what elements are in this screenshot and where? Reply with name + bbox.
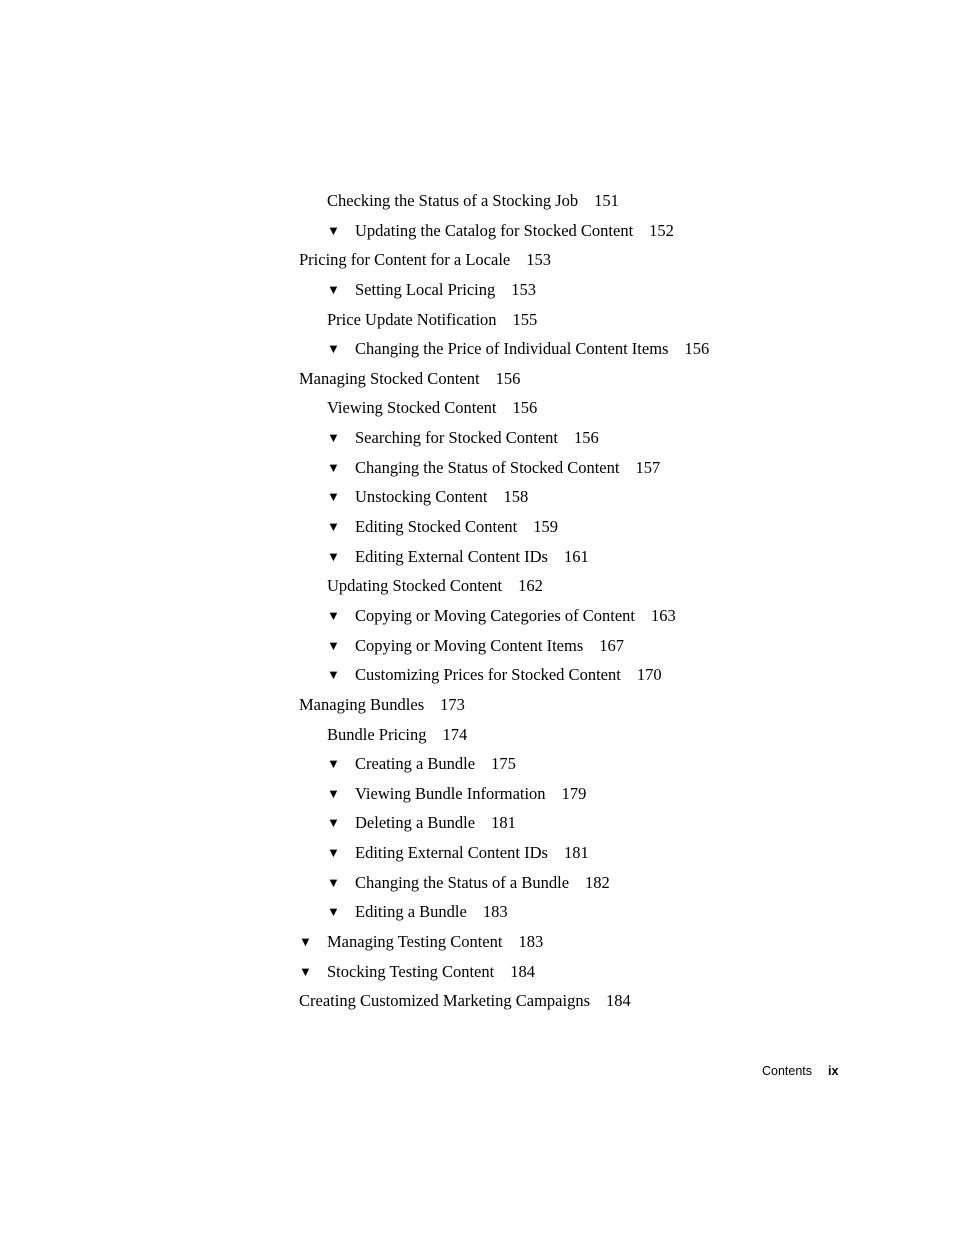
toc-entry-title: Unstocking Content — [355, 487, 488, 507]
toc-entry-page-number: 161 — [563, 546, 589, 566]
toc-entry-link[interactable] — [327, 927, 543, 957]
procedure-triangle-icon: ▼ — [327, 281, 340, 297]
toc-entry-link[interactable] — [327, 305, 537, 335]
procedure-triangle-icon: ▼ — [327, 756, 340, 772]
toc-entry[interactable] — [299, 660, 899, 690]
toc-entry-page-number: 182 — [585, 872, 610, 892]
toc-entry[interactable] — [299, 512, 899, 542]
toc-entry-title: Price Update Notification — [327, 309, 497, 329]
toc-entry-page-number: 184 — [606, 991, 631, 1011]
procedure-triangle-icon: ▼ — [327, 785, 340, 801]
toc-entry-title: Managing Bundles — [299, 694, 425, 714]
toc-entry-link[interactable] — [355, 512, 558, 542]
toc-entry-page-number: 179 — [561, 783, 587, 803]
procedure-triangle-icon: ▼ — [299, 963, 312, 979]
toc-entry[interactable] — [299, 186, 899, 216]
toc-entry-page-number: 157 — [635, 457, 661, 477]
toc-entry[interactable] — [299, 868, 899, 898]
toc-entry-page-number: 167 — [599, 635, 624, 655]
toc-entry-title: Customizing Prices for Stocked Content — [355, 665, 621, 685]
procedure-triangle-icon: ▼ — [327, 459, 340, 475]
toc-entry-page-number: 170 — [636, 665, 662, 685]
procedure-triangle-icon: ▼ — [327, 904, 340, 920]
toc-entry-page-number: 159 — [533, 517, 558, 537]
toc-entry-title: Changing the Status of Stocked Content — [355, 457, 620, 477]
footer-page-number: ix — [828, 1064, 839, 1078]
toc-entry-link[interactable] — [355, 275, 536, 305]
toc-entry-title: Copying or Moving Categories of Content — [355, 605, 636, 625]
procedure-triangle-icon: ▼ — [327, 548, 340, 564]
toc-entry-title: Managing Testing Content — [327, 932, 503, 952]
toc-entry-title: Viewing Stocked Content — [327, 398, 497, 418]
toc-entry-link[interactable] — [355, 868, 610, 898]
toc-entry-title: Editing External Content IDs — [355, 546, 548, 566]
toc-entry-link[interactable] — [355, 334, 709, 364]
procedure-triangle-icon: ▼ — [327, 430, 340, 446]
toc-entry[interactable] — [299, 275, 899, 305]
toc-entry-link[interactable] — [355, 660, 662, 690]
toc-entry[interactable] — [299, 601, 899, 631]
toc-entry[interactable] — [299, 779, 899, 809]
toc-entry-link[interactable] — [355, 897, 508, 927]
procedure-triangle-icon: ▼ — [327, 815, 340, 831]
toc-entry-page-number: 173 — [440, 694, 465, 714]
toc-entry-title: Updating Stocked Content — [327, 576, 503, 596]
toc-entry-title: Creating Customized Marketing Campaigns — [299, 991, 590, 1011]
toc-entry[interactable] — [299, 897, 899, 927]
toc-entry-page-number: 158 — [503, 487, 529, 507]
toc-entry-page-number: 155 — [512, 309, 538, 329]
toc-entry-page-number: 162 — [518, 576, 543, 596]
toc-entry-link[interactable] — [355, 482, 528, 512]
procedure-triangle-icon: ▼ — [327, 222, 340, 238]
toc-entry[interactable] — [299, 986, 899, 1016]
toc-entry-title: Stocking Testing Content — [327, 961, 495, 981]
toc-entry-title: Deleting a Bundle — [355, 813, 476, 833]
toc-entry-link[interactable] — [355, 423, 599, 453]
toc-entry[interactable] — [299, 305, 899, 335]
toc-entry-page-number: 183 — [482, 902, 508, 922]
toc-entry-title: Pricing for Content for a Locale — [299, 250, 511, 270]
procedure-triangle-icon: ▼ — [327, 874, 340, 890]
toc-entry[interactable] — [299, 245, 899, 275]
toc-entry-link[interactable] — [299, 986, 631, 1016]
toc-entry-page-number: 153 — [526, 250, 551, 270]
toc-entry-link[interactable] — [355, 631, 624, 661]
toc-entry-link[interactable] — [355, 838, 589, 868]
toc-entry-link[interactable] — [327, 393, 537, 423]
toc-entry-page-number: 156 — [495, 368, 521, 388]
procedure-triangle-icon: ▼ — [327, 637, 340, 653]
toc-entry-link[interactable] — [355, 216, 674, 246]
toc-entry-title: Changing the Price of Individual Content Items — [355, 339, 669, 359]
procedure-triangle-icon: ▼ — [299, 934, 312, 950]
procedure-triangle-icon: ▼ — [327, 489, 340, 505]
toc-entry-link[interactable] — [355, 542, 589, 572]
toc-entry-title: Creating a Bundle — [355, 754, 476, 774]
toc-entry[interactable] — [299, 927, 899, 957]
toc-entry-title: Updating the Catalog for Stocked Content — [355, 220, 634, 240]
table-of-contents — [299, 186, 899, 1016]
toc-entry-title: Copying or Moving Content Items — [355, 635, 584, 655]
toc-entry-page-number: 152 — [649, 220, 674, 240]
footer-section-label: Contents — [762, 1064, 813, 1078]
toc-entry-link[interactable] — [327, 957, 535, 987]
procedure-triangle-icon: ▼ — [327, 341, 340, 357]
toc-entry-link[interactable] — [327, 571, 543, 601]
toc-entry-title: Setting Local Pricing — [355, 279, 496, 299]
toc-entry-title: Editing Stocked Content — [355, 517, 518, 537]
toc-entry-link[interactable] — [355, 808, 516, 838]
toc-entry-title: Bundle Pricing — [327, 724, 427, 744]
toc-entry-page-number: 153 — [511, 279, 536, 299]
toc-entry[interactable] — [299, 393, 899, 423]
toc-entry-title: Changing the Status of a Bundle — [355, 872, 570, 892]
toc-entry-page-number: 174 — [442, 724, 468, 744]
toc-entry-title: Editing a Bundle — [355, 902, 467, 922]
toc-entry-page-number: 175 — [491, 754, 516, 774]
toc-entry[interactable] — [299, 571, 899, 601]
toc-entry[interactable] — [299, 631, 899, 661]
toc-entry[interactable] — [299, 453, 899, 483]
toc-entry[interactable] — [299, 216, 899, 246]
toc-entry-page-number: 183 — [518, 932, 544, 952]
toc-entry[interactable] — [299, 749, 899, 779]
toc-entry[interactable] — [299, 542, 899, 572]
procedure-triangle-icon: ▼ — [327, 519, 340, 535]
procedure-triangle-icon: ▼ — [327, 667, 340, 683]
toc-entry-page-number: 181 — [563, 843, 589, 863]
toc-entry-link[interactable] — [355, 453, 660, 483]
procedure-triangle-icon: ▼ — [327, 607, 340, 623]
toc-entry[interactable] — [299, 720, 899, 750]
toc-entry-page-number: 163 — [651, 605, 676, 625]
toc-entry-page-number: 156 — [574, 428, 599, 448]
toc-entry[interactable] — [299, 364, 899, 394]
toc-entry-page-number: 156 — [512, 398, 538, 418]
toc-entry-title: Managing Stocked Content — [299, 368, 480, 388]
toc-entry-link[interactable] — [299, 364, 520, 394]
toc-entry[interactable] — [299, 423, 899, 453]
toc-entry-link[interactable] — [355, 749, 516, 779]
toc-entry[interactable] — [299, 957, 899, 987]
toc-entry-link[interactable] — [327, 186, 619, 216]
toc-entry-page-number: 156 — [684, 339, 710, 359]
toc-entry[interactable] — [299, 808, 899, 838]
toc-entry-link[interactable] — [299, 690, 465, 720]
toc-entry-link[interactable] — [327, 720, 467, 750]
toc-entry-title: Checking the Status of a Stocking Job — [327, 191, 579, 210]
procedure-triangle-icon: ▼ — [327, 845, 340, 861]
toc-entry-page-number: 151 — [594, 191, 619, 210]
toc-entry-page-number: 184 — [510, 961, 535, 981]
toc-entry-link[interactable] — [299, 245, 551, 275]
toc-entry[interactable] — [299, 334, 899, 364]
toc-entry-link[interactable] — [355, 601, 676, 631]
toc-entry-link[interactable] — [355, 779, 586, 809]
toc-entry-title: Searching for Stocked Content — [355, 428, 558, 448]
page-footer — [762, 1062, 838, 1080]
toc-entry[interactable] — [299, 482, 899, 512]
toc-entry[interactable] — [299, 838, 899, 868]
toc-entry-title: Editing External Content IDs — [355, 843, 548, 863]
toc-entry[interactable] — [299, 690, 899, 720]
toc-entry-page-number: 181 — [491, 813, 516, 833]
toc-entry-title: Viewing Bundle Information — [355, 783, 546, 803]
